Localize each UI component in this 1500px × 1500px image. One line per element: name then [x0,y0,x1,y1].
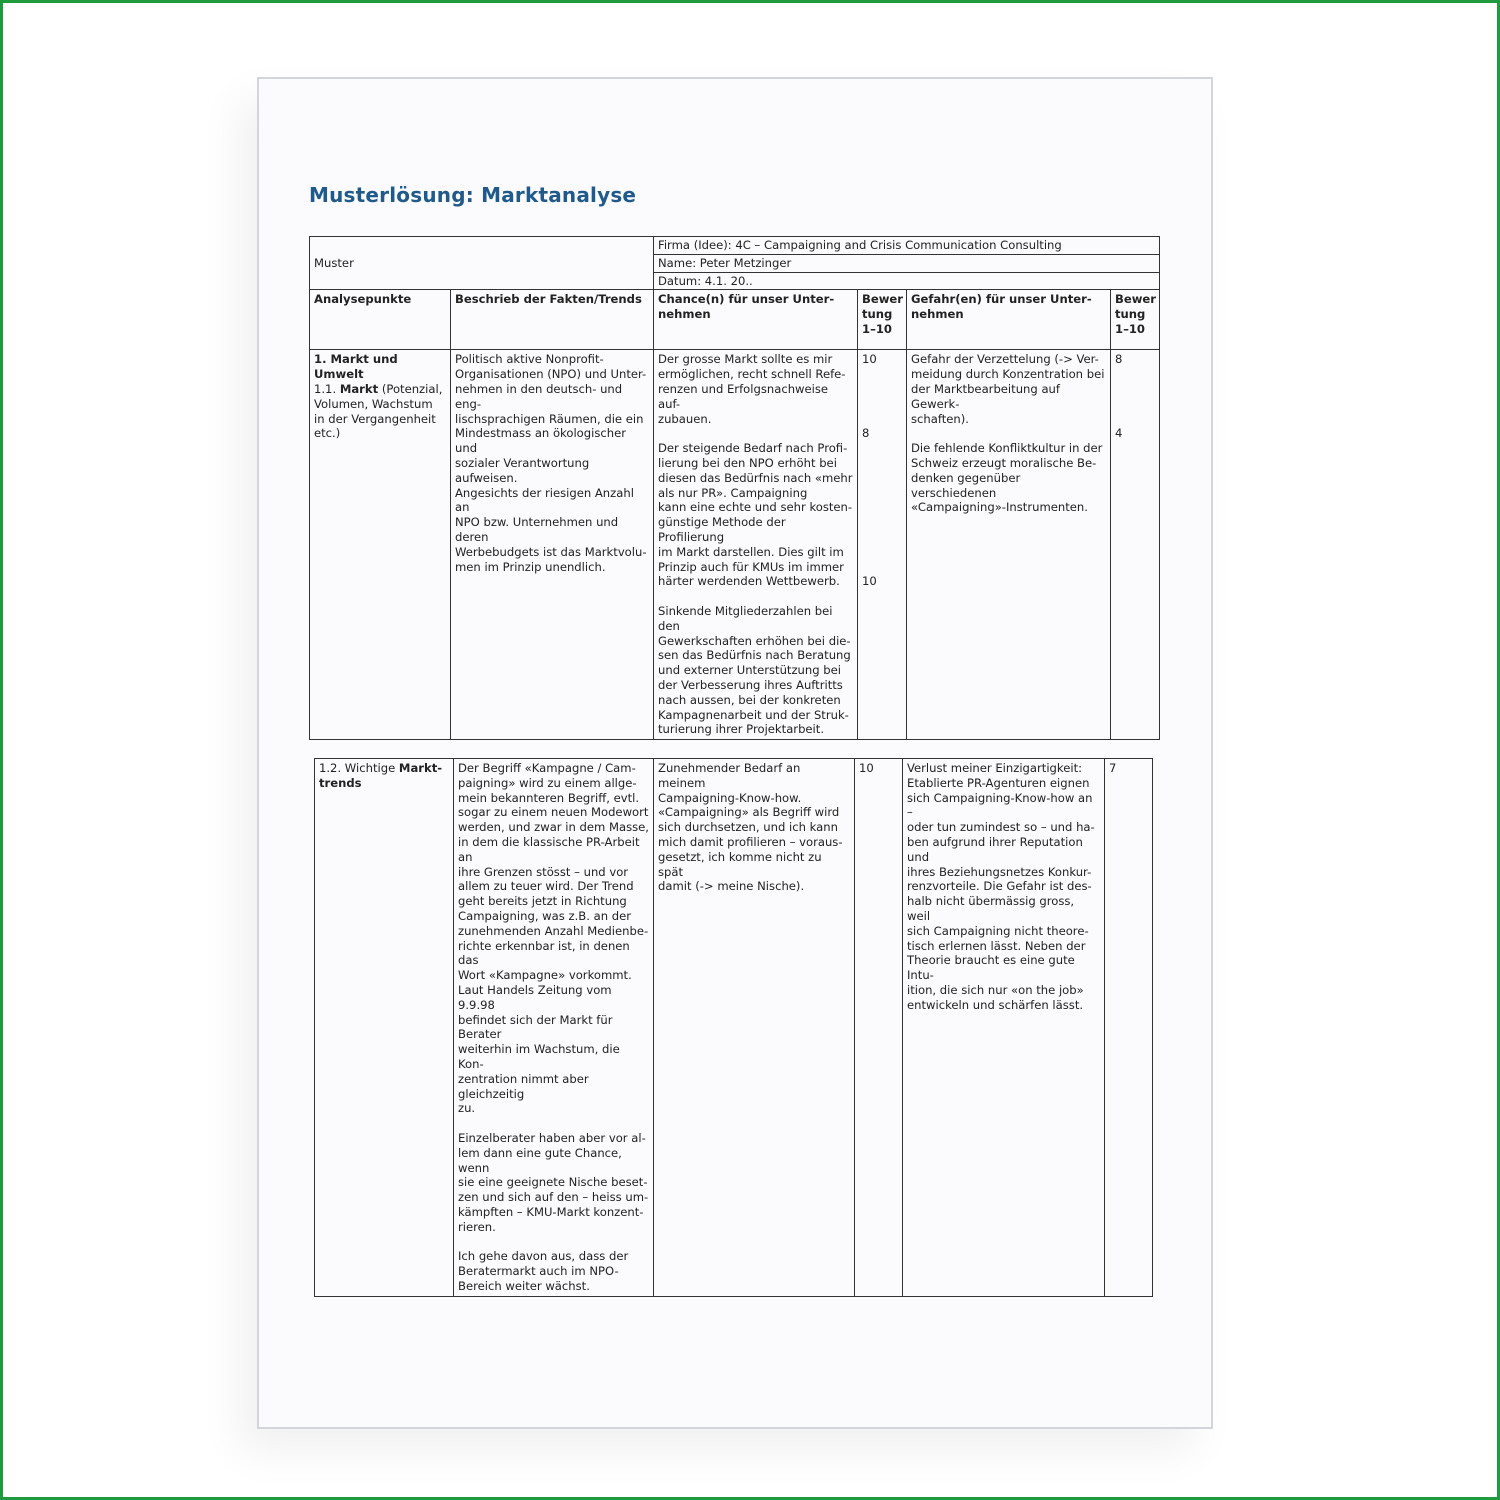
beschrieb-cell [454,759,654,1297]
chance-text: Der steigende Bedarf nach Profi- lierung bei den NPO erhöht bei diesen das Bedürfnis nach «mehr als nur PR». Campaigning kann eine echte und sehr kosten- günstige Methode der Profilierung im Markt darstellen. Dies gilt im Prinzip auch für KMUs im immer härter werdenden Wettbewerb. [658,441,853,589]
muster-label: Muster [310,237,654,290]
gefahren-cell: Verlust meiner Einzigartigkeit: Etablierte PR-Agenturen eignen sich Campaigning-Know-how an – oder tun zumindest so – und ha- ben aufgrund ihrer Reputation und ihres Beziehungsnetzes Konkur- renzvorteile. Die Gefahr ist des- halb nicht übermässig gross, weil sich Campaigning nicht theore- tisch erlernen lässt. Neben der Theorie braucht es eine gute Intu- ition, die sich nur «on the job» entwickeln und schärfen lässt. [903,759,1105,1297]
col-header-chancen: Chance(n) für unser Unter- nehmen [654,290,858,350]
rating-value: 8 [862,426,870,441]
row-label-bold-markt: Markt [339,381,379,396]
table-row [315,759,1153,1297]
firma-field: Firma (Idee): 4C – Campaigning and Crisis Communication Consulting [654,237,1160,255]
beschrieb-text: Ich gehe davon aus, dass der Beratermarkt auch im NPO- Bereich weiter wächst. [458,1249,629,1293]
market-trends-table [314,758,1153,1297]
row-label-num: 1.1. [314,381,340,396]
row-label-markt [310,350,451,740]
gefahren-cell [907,350,1111,740]
col-header-beschrieb: Beschrieb der Fakten/Trends [451,290,654,350]
col-header-gefahren: Gefahr(en) für unser Unter- nehmen [907,290,1111,350]
bewertung-chancen-cell [858,350,907,740]
beschrieb-cell: Politisch aktive Nonprofit- Organisationen (NPO) und Unter- nehmen in den deutsch- und eng- lischsprachigen Räumen, die ein Mindestmass an ökologischer und sozialer Verantwortung aufweisen. Angesichts der riesigen Anzahl an NPO bzw. Unternehmen und deren Werbebudgets ist das Marktvolu- men im Prinzip unendlich. [451,350,654,740]
row-label-markttrends [315,759,454,1297]
beschrieb-text: Einzelberater haben aber vor al- lem dann eine gute Chance, wenn sie eine geeignete Nische beset- zen und sich auf den – heiss um- kämpften – KMU-Markt konzent- rieren. [458,1130,649,1234]
table-row [310,350,1160,740]
col-header-analysepunkte: Analysepunkte [310,290,451,350]
col-header-bewertung-gefahren: Bewer tung 1–10 [1111,290,1160,350]
chance-text: Der grosse Markt sollte es mir ermöglichen, recht schnell Refe- renzen und Erfolgsnachweise auf- zubauen. [658,352,846,426]
datum-field: Datum: 4.1. 20.. [654,272,1160,290]
row-label-bold: 1. Markt und Umwelt [314,352,398,382]
row-label-num: 1.2. Wichtige [319,761,399,775]
chance-text: Sinkende Mitgliederzahlen bei den Gewerkschaften erhöhen bei die- sen das Bedürfnis nach Beratung und externer Unterstützung bei der Verbesserung ihres Auftritts nach aussen, bei der konkreten Kampagnenarbeit und der Struk- turierung ihrer Projektarbeit. [658,603,851,737]
col-header-bewertung-chancen: Bewer tung 1–10 [858,290,907,350]
document-page [257,77,1213,1429]
gefahr-text: Die fehlende Konfliktkultur in der Schweiz erzeugt moralische Be- denken gegenüber verschiedenen «Campaigning»-Instrumenten. [911,441,1103,515]
bewertung-gefahren-cell: 7 [1105,759,1153,1297]
market-analysis-table [309,236,1160,740]
chancen-cell: Zunehmender Bedarf an meinem Campaigning-Know-how. «Campaigning» als Begriff wird sich durchsetzen, und ich kann mich damit profilieren – voraus- gesetzt, ich komme nicht zu spät damit (-> meine Nische). [654,759,855,1297]
gefahr-text: Gefahr der Verzettelung (-> Ver- meidung durch Konzentration bei der Marktbearbeitung auf Gewerk- schaften). [911,352,1105,426]
chancen-cell [654,350,858,740]
beschrieb-text: Der Begriff «Kampagne / Cam- paigning» wird zu einem allge- mein bekannteren Begriff, evtl. sogar zu einem neuen Modewort werden, und zwar in dem Masse, in dem die klassische PR-Arbeit an ihre Grenzen stösst – und vor allem zu teuer wird. Der Trend geht bereits jetzt in Richtung Campaigning, was z.B. an der zunehmenden Anzahl Medienbe- richte erkennbar ist, in denen das Wort «Kampagne» vorkommt. Laut Handels Zeitung vom 9.9.98 befindet sich der Markt für Berater weiterhin im Wachstum, die Kon- zentration nimmt aber gleichzeitig zu. [458,761,649,1116]
rating-value: 10 [862,574,877,589]
row-label-bold: Markt- trends [319,761,443,790]
rating-value: 8 [1115,352,1123,367]
rating-value: 4 [1115,426,1123,441]
rating-value: 10 [862,352,877,367]
row-label-rest: (Potenzial, Volumen, Wachstum in der Vergangenheit etc.) [314,381,443,441]
page-title: Musterlösung: Marktanalyse [309,183,637,207]
bewertung-chancen-cell: 10 [855,759,903,1297]
name-field: Name: Peter Metzinger [654,254,1160,272]
bewertung-gefahren-cell [1111,350,1160,740]
